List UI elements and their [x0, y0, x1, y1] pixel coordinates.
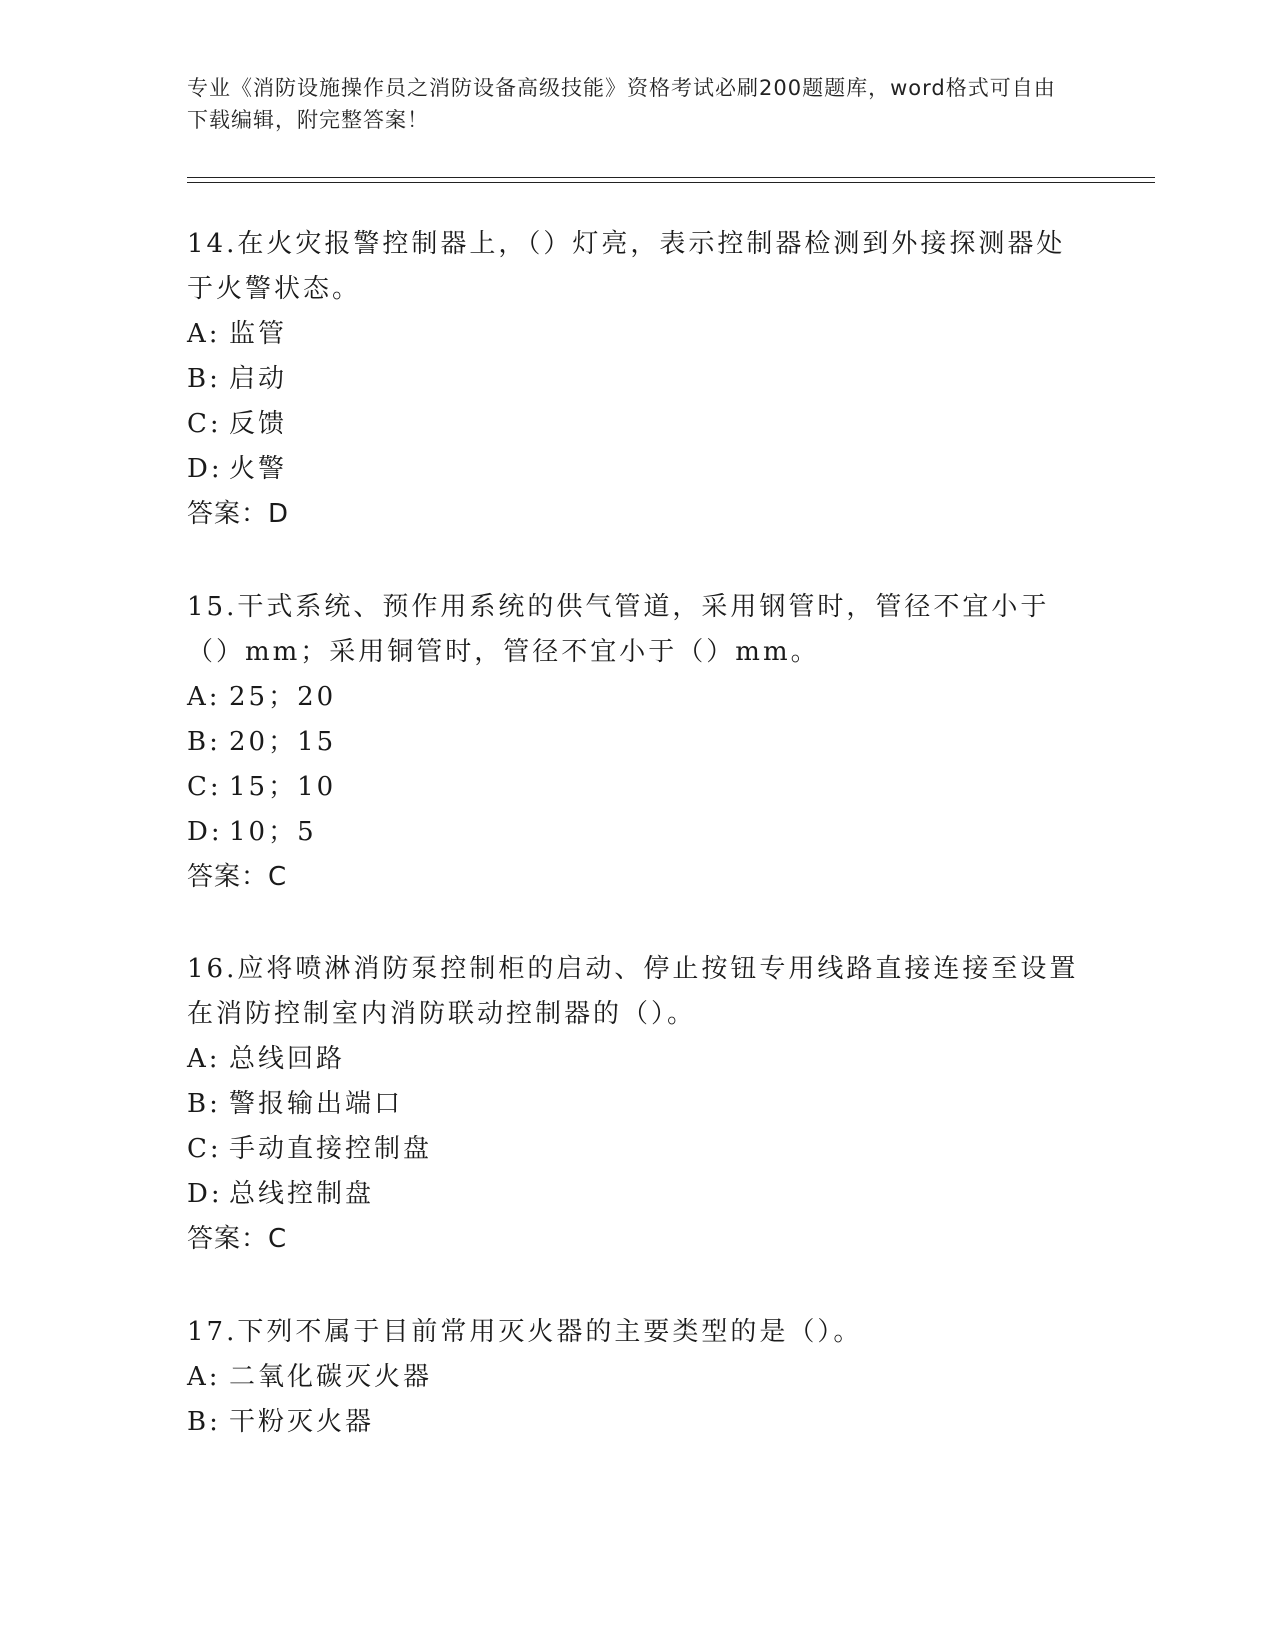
- option-text: 二氧化碳灭火器: [229, 1362, 433, 1392]
- question-stem: 14.在火灾报警控制器上，（）灯亮，表示控制器检测到外接探测器处于火警状态。: [187, 229, 1066, 304]
- question-16: [187, 947, 1087, 1262]
- option-key: B:: [187, 364, 221, 394]
- option-d: [187, 1172, 1087, 1217]
- option-key: C:: [187, 1134, 222, 1164]
- option-key: A:: [187, 1044, 221, 1074]
- question-15: [187, 585, 1087, 900]
- option-b: [187, 1082, 1087, 1127]
- option-key: B:: [187, 727, 221, 757]
- option-key: A:: [187, 319, 221, 349]
- option-text: 启动: [229, 364, 288, 394]
- answer: 答案：C: [187, 1224, 288, 1254]
- answer: 答案：D: [187, 499, 290, 529]
- option-key: C:: [187, 409, 222, 439]
- question-14: [187, 222, 1087, 537]
- option-c: [187, 1127, 1087, 1172]
- question-stem: 16.应将喷淋消防泵控制柜的启动、停止按钮专用线路直接连接至设置在消防控制室内消防联动控制器的（）。: [187, 954, 1079, 1029]
- document-header: 专业《消防设施操作员之消防设备高级技能》资格考试必刷200题题库，word格式可自由下载编辑，附完整答案！: [187, 76, 1056, 132]
- option-text: 20；15: [229, 727, 337, 757]
- option-b: [187, 1400, 1087, 1445]
- option-text: 监管: [229, 319, 288, 349]
- option-text: 总线回路: [229, 1044, 346, 1074]
- option-key: D:: [187, 817, 223, 847]
- option-key: B:: [187, 1089, 221, 1119]
- option-a: [187, 675, 1087, 720]
- option-d: [187, 810, 1087, 855]
- option-a: [187, 1037, 1087, 1082]
- option-text: 15；10: [229, 772, 337, 802]
- option-text: 反馈: [229, 409, 288, 439]
- option-text: 10；5: [229, 817, 317, 847]
- option-key: B:: [187, 1407, 221, 1437]
- option-c: [187, 402, 1087, 447]
- option-text: 警报输出端口: [229, 1089, 404, 1119]
- option-text: 干粉灭火器: [229, 1407, 375, 1437]
- option-key: A:: [187, 1362, 221, 1392]
- question-stem: 15.干式系统、预作用系统的供气管道，采用钢管时，管径不宜小于（）mm；采用铜管时，管径不宜小于（）mm。: [187, 592, 1050, 667]
- option-b: [187, 357, 1087, 402]
- option-key: D:: [187, 454, 223, 484]
- question-17: [187, 1310, 1087, 1445]
- option-c: [187, 765, 1087, 810]
- option-d: [187, 447, 1087, 492]
- option-key: D:: [187, 1179, 223, 1209]
- header-divider-bottom: [187, 182, 1155, 183]
- option-key: C:: [187, 772, 222, 802]
- answer: 答案：C: [187, 862, 288, 892]
- option-b: [187, 720, 1087, 765]
- question-stem: 17.下列不属于目前常用灭火器的主要类型的是（）。: [187, 1317, 863, 1347]
- option-key: A:: [187, 682, 221, 712]
- option-text: 火警: [229, 454, 288, 484]
- header-divider-top: [187, 177, 1155, 178]
- option-a: [187, 1355, 1087, 1400]
- option-text: 25；20: [229, 682, 337, 712]
- option-text: 手动直接控制盘: [229, 1134, 433, 1164]
- option-text: 总线控制盘: [229, 1179, 375, 1209]
- option-a: [187, 312, 1087, 357]
